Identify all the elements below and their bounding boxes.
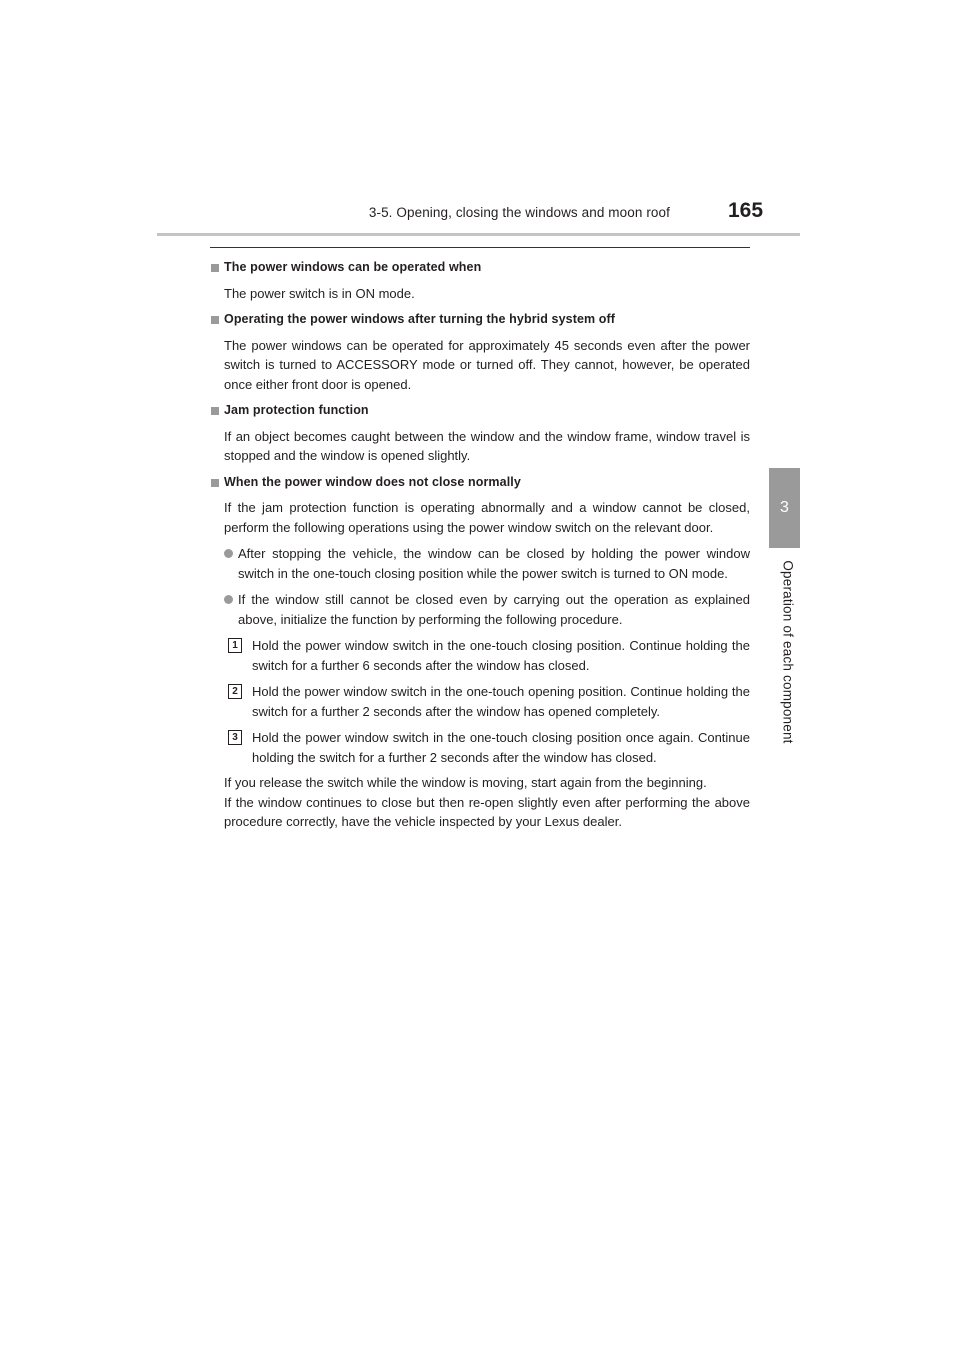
- section-text: The power switch is in ON mode.: [224, 285, 415, 301]
- section-heading: When the power window does not close normally: [210, 473, 750, 493]
- round-bullet-icon: [224, 595, 233, 604]
- bullet-item: After stopping the vehicle, the window can be closed by holding the power window switch in the one-touch closing position while the power switch is turned to ON mode.: [224, 544, 750, 583]
- square-bullet-icon: [211, 407, 219, 415]
- section-heading: Operating the power windows after turning the hybrid system off: [210, 310, 750, 330]
- section-heading: The power windows can be operated when: [210, 258, 750, 278]
- procedure-step: 2 Hold the power window switch in the one-touch opening position. Continue holding the switch for a further 2 seconds after the window has opened completely.: [238, 682, 750, 721]
- procedure-step: 3 Hold the power window switch in the one-touch closing position once again. Continue holding the switch for a further 2 seconds after the window has closed.: [238, 728, 750, 767]
- note-text: If you release the switch while the window is moving, start again from the beginning.: [224, 775, 707, 790]
- header-rule: [157, 233, 800, 236]
- note-text: If the window continues to close but then re-open slightly even after performing the above procedure correctly, have the vehicle inspected by your Lexus dealer.: [224, 794, 750, 829]
- section-text: If the jam protection function is operating abnormally and a window cannot be closed, perform the following operations using the power window switch on the relevant door.: [224, 500, 750, 535]
- bullet-item: If the window still cannot be closed even by carrying out the operation as explained above, initialize the function by performing the following procedure.: [224, 590, 750, 629]
- procedure-step: 1 Hold the power window switch in the one-touch closing position. Continue holding the switch for a further 6 seconds after the window has closed.: [238, 636, 750, 675]
- step-number-badge: 3: [228, 730, 242, 745]
- section-text: The power windows can be operated for approximately 45 seconds even after the power switch is turned to ACCESSORY mode or turned off. They cannot, however, be operated once either front door is opened.: [224, 337, 750, 392]
- section-heading: Jam protection function: [210, 401, 750, 421]
- header-section-title: 3-5. Opening, closing the windows and moon roof: [368, 205, 670, 220]
- round-bullet-icon: [224, 549, 233, 558]
- square-bullet-icon: [211, 479, 219, 487]
- page-content: [210, 258, 750, 832]
- step-number-badge: 1: [228, 638, 242, 653]
- page-number: 165: [728, 199, 764, 222]
- square-bullet-icon: [211, 316, 219, 324]
- square-bullet-icon: [211, 264, 219, 272]
- section-text: If an object becomes caught between the window and the window frame, window travel is stopped and the window is opened slightly.: [224, 428, 750, 463]
- content-rule: [210, 247, 750, 248]
- step-number-badge: 2: [228, 684, 242, 699]
- chapter-tab: 3: [769, 468, 800, 548]
- chapter-label: Operation of each component: [780, 560, 796, 744]
